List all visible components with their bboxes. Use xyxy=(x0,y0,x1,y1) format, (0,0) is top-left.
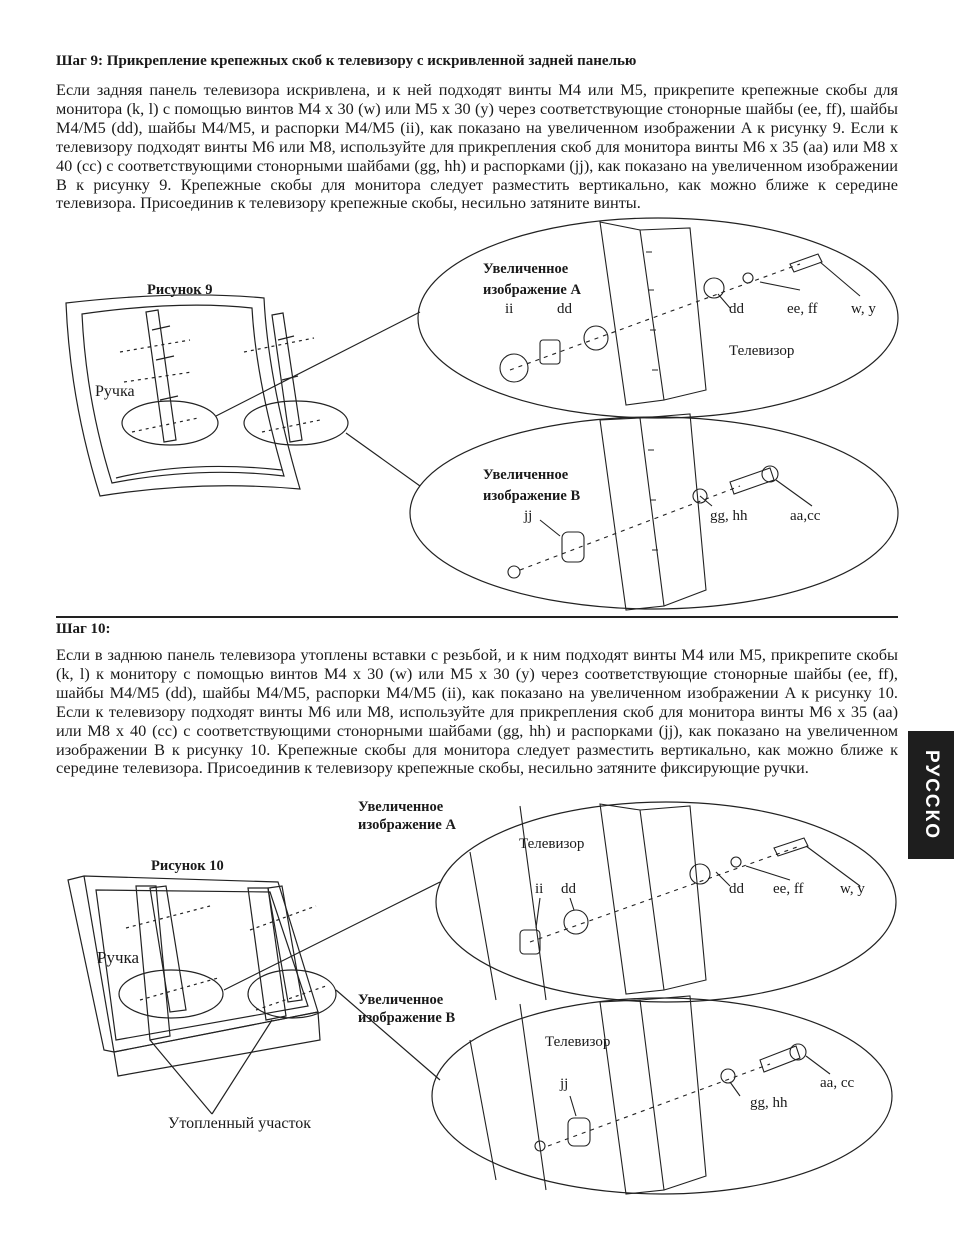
fig9-zoomA-title2: изображение A xyxy=(483,282,581,298)
fig10-zoomB-jj: jj xyxy=(560,1076,569,1092)
fig10-zoomA-title1: Увеличенное xyxy=(358,799,444,815)
fig10-zoomB-title1: Увеличенное xyxy=(358,992,444,1008)
fig9-zoomA-tv: Телевизор xyxy=(729,343,795,359)
fig9-zoomB-gghh: gg, hh xyxy=(710,508,748,524)
fig9-zoomA-ii: ii xyxy=(505,301,514,317)
fig10-zoomB-gghh: gg, hh xyxy=(750,1095,788,1111)
fig10-zoom-b xyxy=(432,998,892,1194)
figure10-recessed-label: Утопленный участок xyxy=(168,1115,311,1132)
fig10-zoomA-title2: изображение A xyxy=(358,817,456,833)
fig10-zoomA-dd1: dd xyxy=(561,881,576,897)
fig9-zoomA-wy: w, y xyxy=(851,301,876,317)
fig10-recess-right xyxy=(248,888,286,1020)
figure10-caption: Рисунок 10 xyxy=(151,858,224,874)
fig10-zoomA-tv: Телевизор xyxy=(519,836,585,852)
fig9-zoomB-aacc: aa,cc xyxy=(790,508,821,524)
fig10-zoomB-title2: изображение B xyxy=(358,1010,456,1026)
step10-body: Если в заднюю панель телевизора утоплены вставки с резьбой, и к ним подходят винты M4 или M5, прикрепите скобы (k, l) к монитору с помощью винтов M4 x 30 (w) или M5 x 30 (y) через соответствующие стонорные шайбы (ee, ff), шайбы M4/M5 (dd), шайбы M4/M5, распорки M4/M5 (ii), как показано на увеличенном изображении A к рисунку 10. Если к телевизору подходят винты M6 или M8, используйте для прикрепления скоб для монитора винты M6 x 35 (aa) или M8 x 40 (cc) с соответствующими стонорными шайбами (gg, hh) и распорками (jj), как показано на увеличенном изображении B к рисунку 10. Крепежные скобы для монитора следует разместить вертикально, как можно ближе к середине телевизора. Присоединив к телевизору крепежные скобы, несильно затяните фиксирующие ручки. xyxy=(56,645,898,778)
fig10-zoomB-aacc: aa, cc xyxy=(820,1075,855,1091)
fig10-zoom-circle-right xyxy=(248,970,336,1018)
fig9-zoomB-title2: изображение B xyxy=(483,488,581,504)
fig9-zoomA-eeff: ee, ff xyxy=(787,301,818,317)
fig9-zoomA-dd2: dd xyxy=(729,301,744,317)
figure9-handle-label: Ручка xyxy=(95,383,135,400)
step9-body: Если задняя панель телевизора искривлена, и к ней подходят винты M4 или M5, прикрепите крепежные скобы для монитора (k, l) с помощью винтов M4 x 30 (w) или M5 x 30 (y) через соответствующие стонорные шайбы (ee, ff), шайбы M4/M5 (dd), шайбы M4/M5, и распорки M4/M5 (ii), как показано на увеличенном изображении A к рисунку 9. Если к телевизору подходят винты M6 или M8, используйте для прикрепления скоб для монитора винты M6 x 35 (aa) или M8 x 40 (cc) с соответствующими стонорными шайбами (gg, hh) и распорками (jj), как показано на увеличенном изображении B к рисунку 9. Крепежные скобы для монитора следует разместить вертикально, как можно ближе к середине телевизора. Присоединив к телевизору крепежные скобы, несильно затяните винты. xyxy=(56,80,898,213)
fig10-zoomB-tv: Телевизор xyxy=(545,1034,611,1050)
fig10-zoomA-eeff: ee, ff xyxy=(773,881,804,897)
fig9-zoomB-jj: jj xyxy=(524,508,533,524)
step10-heading: Шаг 10: xyxy=(56,621,111,637)
fig10-bracket-left xyxy=(150,886,186,1012)
language-tab: РУССКО xyxy=(908,731,954,859)
fig10-zoom-circle-left xyxy=(119,970,223,1018)
fig9-zoomA-title1: Увеличенное xyxy=(483,261,569,277)
fig10-zoomA-wy: w, y xyxy=(840,881,865,897)
fig10-zoom-a xyxy=(436,802,896,1002)
fig9-zoomA-dd1: dd xyxy=(557,301,572,317)
step9-heading: Шаг 9: Прикрепление крепежных скоб к телевизору с искривленной задней панелью xyxy=(56,53,637,69)
fig10-zoomA-ii: ii xyxy=(535,881,544,897)
fig9-zoomB-title1: Увеличенное xyxy=(483,467,569,483)
figure9-caption: Рисунок 9 xyxy=(147,282,213,298)
fig10-zoomA-dd2: dd xyxy=(729,881,744,897)
figure10-handle-label: Ручка xyxy=(97,948,140,967)
